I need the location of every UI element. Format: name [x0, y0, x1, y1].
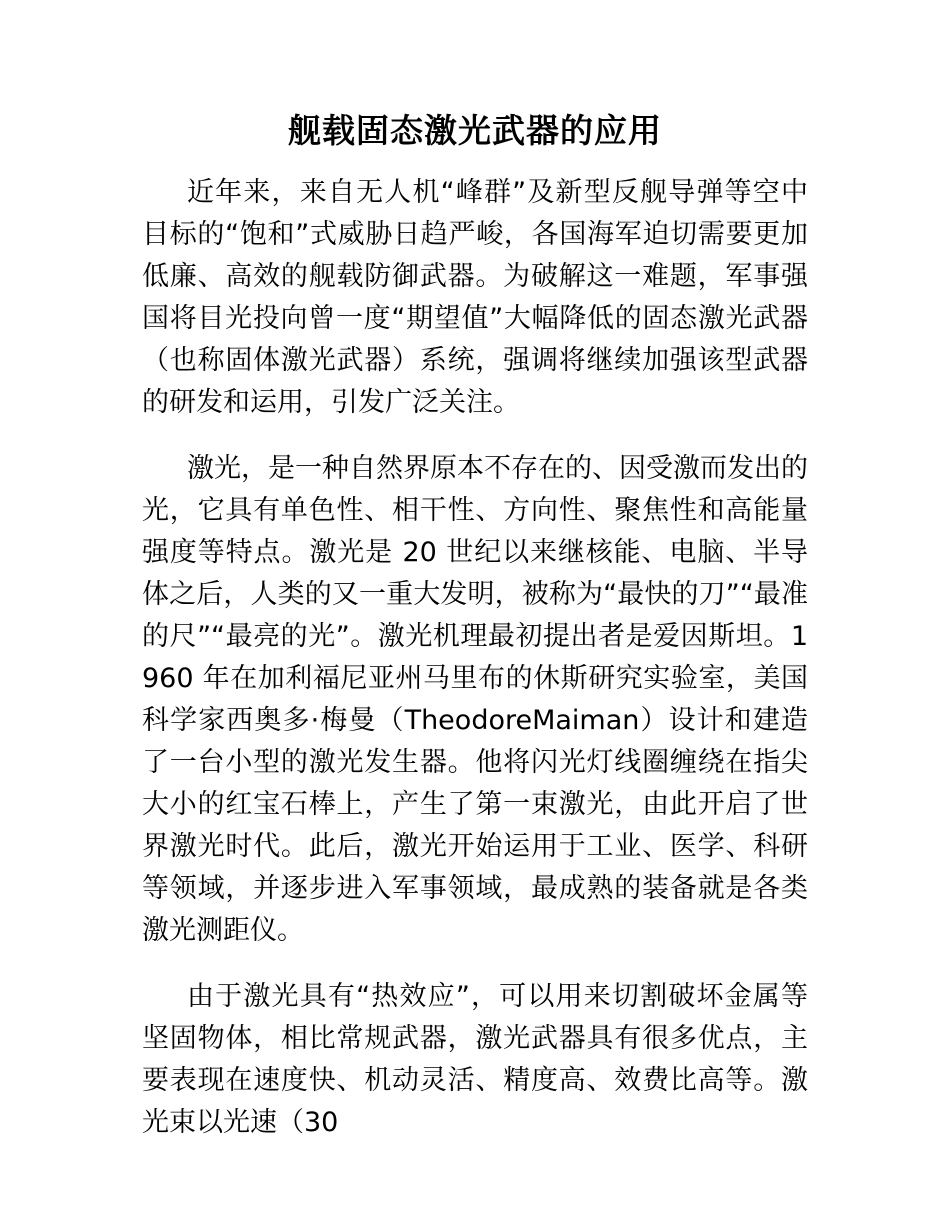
page-title: 舰载固态激光武器的应用	[288, 111, 662, 150]
paragraph-laser-history: 激光，是一种自然界原本不存在的、因受激而发出的光，它具有单色性、相干性、方向性、聚焦性和高能量强度等特点。激光是 20 世纪以来继核能、电脑、半导体之后，人类的又一重大发明，被称为“最快的刀”“最准的尺”“最亮的光”。激光机理最初提出者是爱因斯坦。1960 年在加利福尼亚州马里布的休斯研究实验室，美国科学家西奥多·梅曼（TheodoreMaiman）设计和建造了一台小型的激光发生器。他将闪光灯线圈缠绕在指尖大小的红宝石棒上，产生了第一束激光，由此开启了世界激光时代。此后，激光开始运用于工业、医学、科研等领域，并逐步进入军事领域，最成熟的装备就是各类激光测距仪。	[142, 453, 808, 946]
paragraph-laser-advantages: 由于激光具有“热效应”，可以用来切割破坏金属等坚固物体，相比常规武器，激光武器具有很多优点，主要表现在速度快、机动灵活、精度高、效费比高等。激光束以光速（30	[142, 981, 808, 1138]
paragraph-intro-threat: 近年来，来自无人机“峰群”及新型反舰导弹等空中目标的“饱和”式威胁日趋严峻，各国海军迫切需要更加低廉、高效的舰载防御武器。为破解这一难题，军事强国将目光投向曾一度“期望值”大幅降低的固态激光武器（也称固体激光武器）系统，强调将继续加强该型武器的研发和运用，引发广泛关注。	[142, 177, 808, 418]
